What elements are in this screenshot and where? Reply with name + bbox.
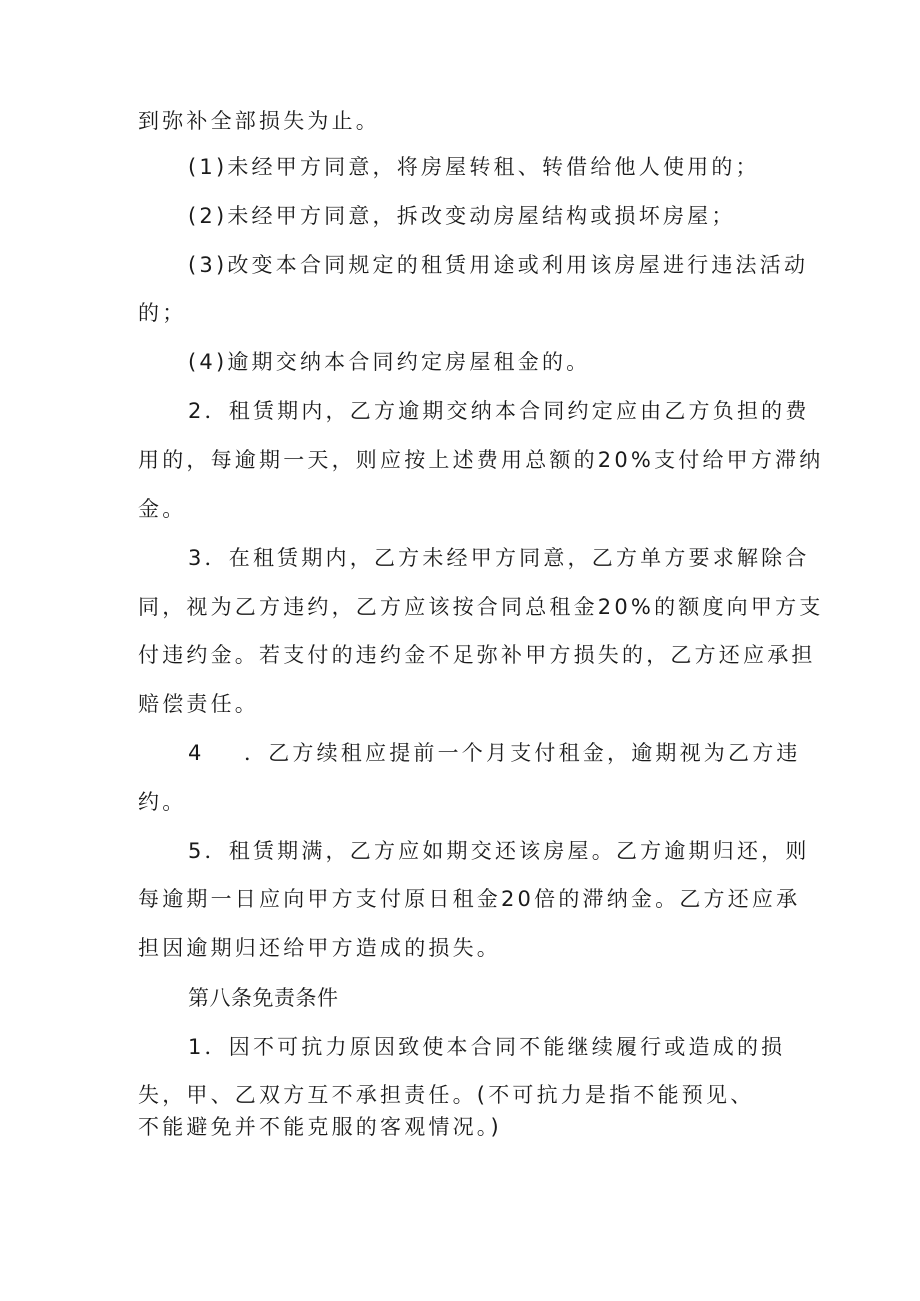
list-item-4: (4)逾期交纳本合同约定房屋租金的。	[188, 350, 591, 374]
text-line: 到弥补全部损失为止。	[138, 109, 380, 133]
section-heading: 第八条免责条件	[188, 987, 339, 1010]
clause-4-number: 4	[188, 741, 205, 765]
list-item-1: (1)未经甲方同意，将房屋转租、转借给他人使用的；	[188, 155, 760, 179]
clause-3-line: 付违约金。若支付的违约金不足弥补甲方损失的，乙方还应承担	[138, 643, 816, 667]
clause-2-line: 2．租赁期内，乙方逾期交纳本合同约定应由乙方负担的费	[188, 399, 810, 423]
clause-2-line: 用的，每逾期一天，则应按上述费用总额的20%支付给甲方滞纳	[138, 448, 824, 472]
clause-5-line: 5．租赁期满，乙方应如期交还该房屋。乙方逾期归还，则	[188, 839, 810, 863]
clause-2-line: 金。	[138, 497, 187, 521]
clause-3-line: 3．在租赁期内，乙方未经甲方同意，乙方单方要求解除合	[188, 546, 810, 570]
clause-4-line: ．乙方续租应提前一个月支付租金，逾期视为乙方违	[244, 741, 801, 765]
clause-5-line: 担因逾期归还给甲方造成的损失。	[138, 936, 501, 960]
clause-5-line: 每逾期一日应向甲方支付原日租金20倍的滞纳金。乙方还应承	[138, 887, 801, 911]
article-8-clause-1-line: 失，甲、乙双方互不承担责任。(不可抗力是指不能预见、	[138, 1083, 755, 1107]
clause-3-line: 赔偿责任。	[138, 692, 259, 716]
text-line: 的；	[138, 301, 187, 325]
clause-3-line: 同，视为乙方违约，乙方应该按合同总租金20%的额度向甲方支	[138, 595, 824, 619]
clause-4-line: 约。	[138, 790, 187, 814]
article-8-clause-1-line: 不能避免并不能克服的客观情况。)	[138, 1115, 502, 1139]
article-8-clause-1-line: 1．因不可抗力原因致使本合同不能继续履行或造成的损	[188, 1035, 786, 1059]
list-item-2: (2)未经甲方同意，拆改变动房屋结构或损坏房屋；	[188, 204, 736, 228]
list-item-3: (3)改变本合同规定的租赁用途或利用该房屋进行违法活动	[188, 253, 809, 277]
